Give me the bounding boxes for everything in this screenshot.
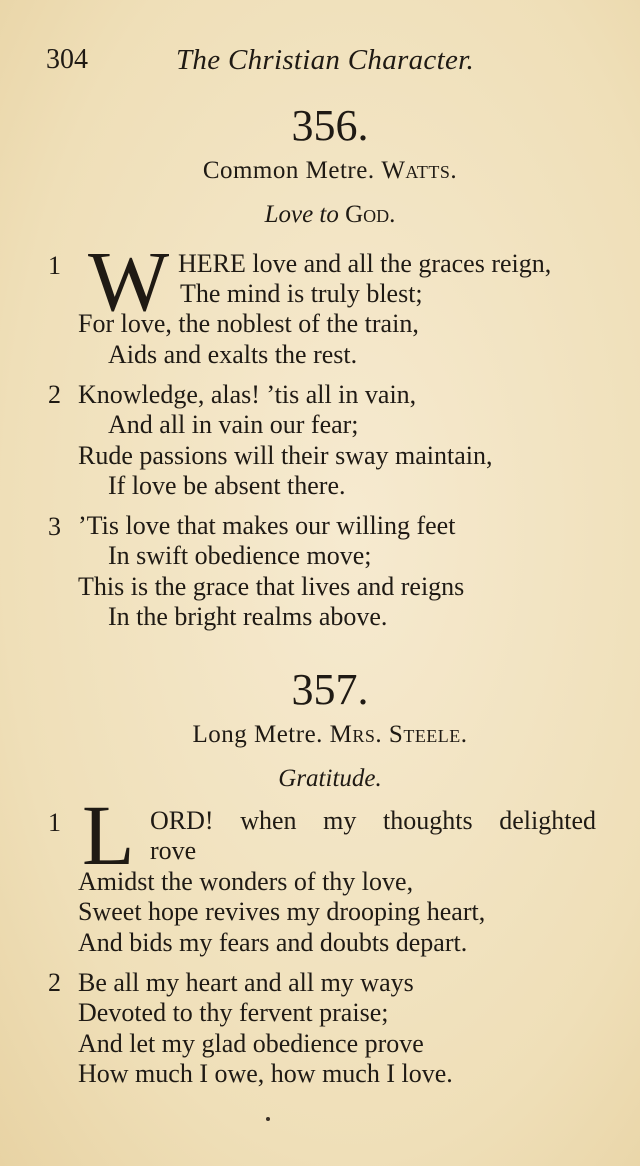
verse-line: rove: [150, 836, 197, 865]
verse-number: 3: [48, 512, 61, 541]
running-title: The Christian Character.: [176, 44, 475, 76]
verse-line: For love, the noblest of the train,: [78, 309, 419, 338]
verse-line: Devoted to thy fervent praise;: [78, 998, 389, 1027]
verse-line: Amidst the wonders of thy love,: [78, 867, 414, 896]
verse-line: In swift obedience move;: [108, 541, 372, 570]
verse-line: ORD! when my thoughts delighted: [150, 806, 596, 835]
verse-number: 2: [48, 968, 61, 997]
verse-number: 2: [48, 380, 61, 409]
hymn-metre: [0, 157, 640, 185]
verse-line: HERE love and all the graces reign,: [178, 249, 552, 278]
hymn-number: 356.: [291, 101, 369, 150]
hymn-metre: [0, 721, 640, 749]
verse-line: The mind is truly blest;: [180, 279, 423, 308]
verse-line: Rude passions will their sway maintain,: [78, 441, 493, 470]
metre-name: Long Metre.: [192, 721, 323, 748]
verse-line: If love be absent there.: [108, 471, 346, 500]
hymn-title: Gratitude.: [278, 765, 382, 792]
hymn-author: Mrs. Steele.: [329, 721, 468, 748]
hymn-author: Watts.: [381, 157, 458, 184]
verse-line: Knowledge, alas! ’tis all in vain,: [78, 380, 417, 409]
verse-line: And bids my fears and doubts depart.: [78, 928, 468, 957]
verse-line: Sweet hope revives my drooping heart,: [78, 897, 486, 926]
verse-line: And let my glad obedience prove: [78, 1029, 424, 1058]
hymn-number: 357.: [291, 665, 369, 714]
drop-cap: L: [82, 787, 135, 883]
verse-line: Be all my heart and all my ways: [78, 968, 414, 997]
hymn-title-text: Love to: [264, 201, 346, 228]
verse-line: ’Tis love that makes our willing feet: [78, 511, 456, 540]
page-number: 304: [46, 44, 88, 75]
verse-line: Aids and exalts the rest.: [108, 340, 358, 369]
ink-speck: [266, 1117, 270, 1121]
verse-number: 1: [48, 251, 61, 280]
metre-name: Common Metre.: [202, 157, 375, 184]
drop-cap: W: [88, 233, 170, 329]
verse-number: 1: [48, 808, 61, 837]
verse-line: In the bright realms above.: [108, 602, 388, 631]
running-head: [46, 44, 606, 84]
verse-line: And all in vain our fear;: [108, 410, 359, 439]
hymn-title-god: God.: [345, 201, 396, 228]
verse-line: How much I owe, how much I love.: [78, 1059, 453, 1088]
verse-line: This is the grace that lives and reigns: [78, 572, 465, 601]
hymn-title: [0, 201, 640, 229]
